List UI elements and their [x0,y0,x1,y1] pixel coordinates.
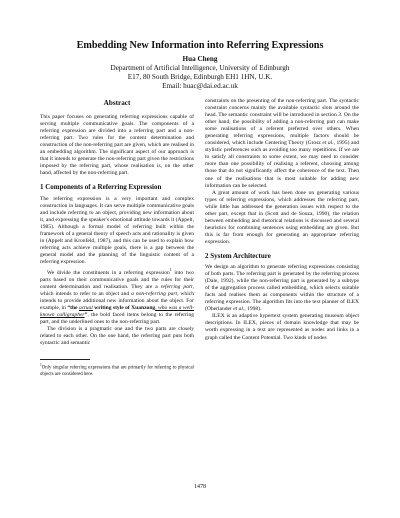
section-1-heading: 1 Components of a Referring Expression [40,183,162,192]
example-phrase: “the actual writing style of Xuanzong, who was a well-known calligrapher” [40,305,195,319]
author-affiliation: Department of Artificial Intelligence, University of Edinburgh [110,64,290,72]
author-address: E17, 80 South Bridge, Edinburgh EH1 1HN, U.K. [127,73,273,81]
section-2-paragraph-1: We design an algorithm to generate referring expressions consisting of both parts. The referring part is generated by the referring process (Dale, 1992), while the non-referring part is generated by a subtype of the aggregation process called embedding, which selects suitable facts and realises them as components within the structure of a referring expression. The algorithm fits into the text planner of ILEX (Oberlander et al., 1998). [205,264,359,313]
abstract-text: This paper focuses on generating referring expressions capable of serving multiple communicative goals. The components of a referring expression are divided into a referring part and a non-referring part. Two rules for the content determination and construction of the non-referring part are given, which are realised in an embedding algorithm. The significant aspect of our approach is that it intends to generate the non-referring part given the restrictions imposed by the referring part, whose realisation is, on the other hand, affected by the non-referring part. [40,114,194,177]
right-paragraph-1: constraints on the presenting of the non-referring part. The syntactic constraint concerns mainly the available syntactic slots around the head. The semantic constraint will be introduced in section 3. On the other hand, the possibility of adding a non-referring part can make some realisations of a referent preferred over others. When generating referring expressions, multiple factors should be considered, which include Centering Theory (Grosz et al., 1995) and stylistic preferences such as avoiding too many repetitions. If we are to satisfy all constraints to some extent, we may need to consider more than one possibility of realising a referent, choosing among those that do not significantly affect the coherence of the text. Then one of the realisations that is most suitable for adding new information can be selected. [205,98,359,189]
paper-title: Embedding New Information into Referring Expressions [76,40,324,51]
section-1-paragraph-2: We divide the constituents in a referring expression$^1$ into two parts based on their communicative goals and the rules for their content determination and realisation. They are a referring part, which intends to refer to an object and a non-referring part, which intends to provide additional new information about the object. For example, in “the actual writing style of Xuanzong, who was a well-known calligrapher”, the bold faced items belong to the referring part, and the underlined ones to the non-referring part. [40,266,195,326]
section-2-paragraph-2: ILEX is an adaptive hypertext system generating museum object descriptions. In ILEX, pieces of domain knowledge that may be worth expressing in a text are represented as nodes and links in a graph called the Content Potential. Two kinds of nodes [205,313,359,341]
section-1-paragraph-1: The referring expression is a very important and complex construction in languages. It can serve multiple communicative goals and include referring to an object, providing new information about it, and expressing the speaker's emotional attitude towards it (Appelt, 1985). Although a formal model of referring built within the framework of a general theory of speech acts and rationality is given in (Appelt and Kronfeld, 1987), and this can be used to explain how referring acts achieve multiple goals, there is a gap between the general model and the planning of the linguistic content of a referring expression. [40,195,194,265]
left-column [40,98,194,378]
author-email: Email: huac@dai.ed.ac.uk [162,82,238,90]
term-non-referring-part: a non-referring part [131,290,178,297]
author-name: Hua Cheng [182,55,218,63]
footnote: $^1$Only singular referring expressions that are primarily for referring to physical objects are considered here. [40,363,194,377]
right-paragraph-2: A great amount of work has been done on generating various types of referring expressions, which addresses the referring part, while little has addressed the generation issues with respect to the other part, except that in (Scott and de Souza, 1990), the relation between embedding and rhetorical relations is discussed and several heuristics for combining sentences using embedding are given. But this is far from enough for generating an appropriate referring expression. [205,189,359,245]
section-1-paragraph-3: The division is a pragmatic one and the two parts are closely related to each other. On the one hand, the referring part puts both syntactic and semantic [40,326,194,347]
term-referring-part: referring part [160,283,193,290]
right-column [205,98,359,342]
page-number: 1478 [194,484,206,490]
section-2-heading: 2 System Architecture [205,251,271,260]
author-block [0,55,400,91]
footnote-rule [40,359,90,360]
footnote-marker: 1 [169,266,172,272]
abstract-heading: Abstract [103,99,131,107]
